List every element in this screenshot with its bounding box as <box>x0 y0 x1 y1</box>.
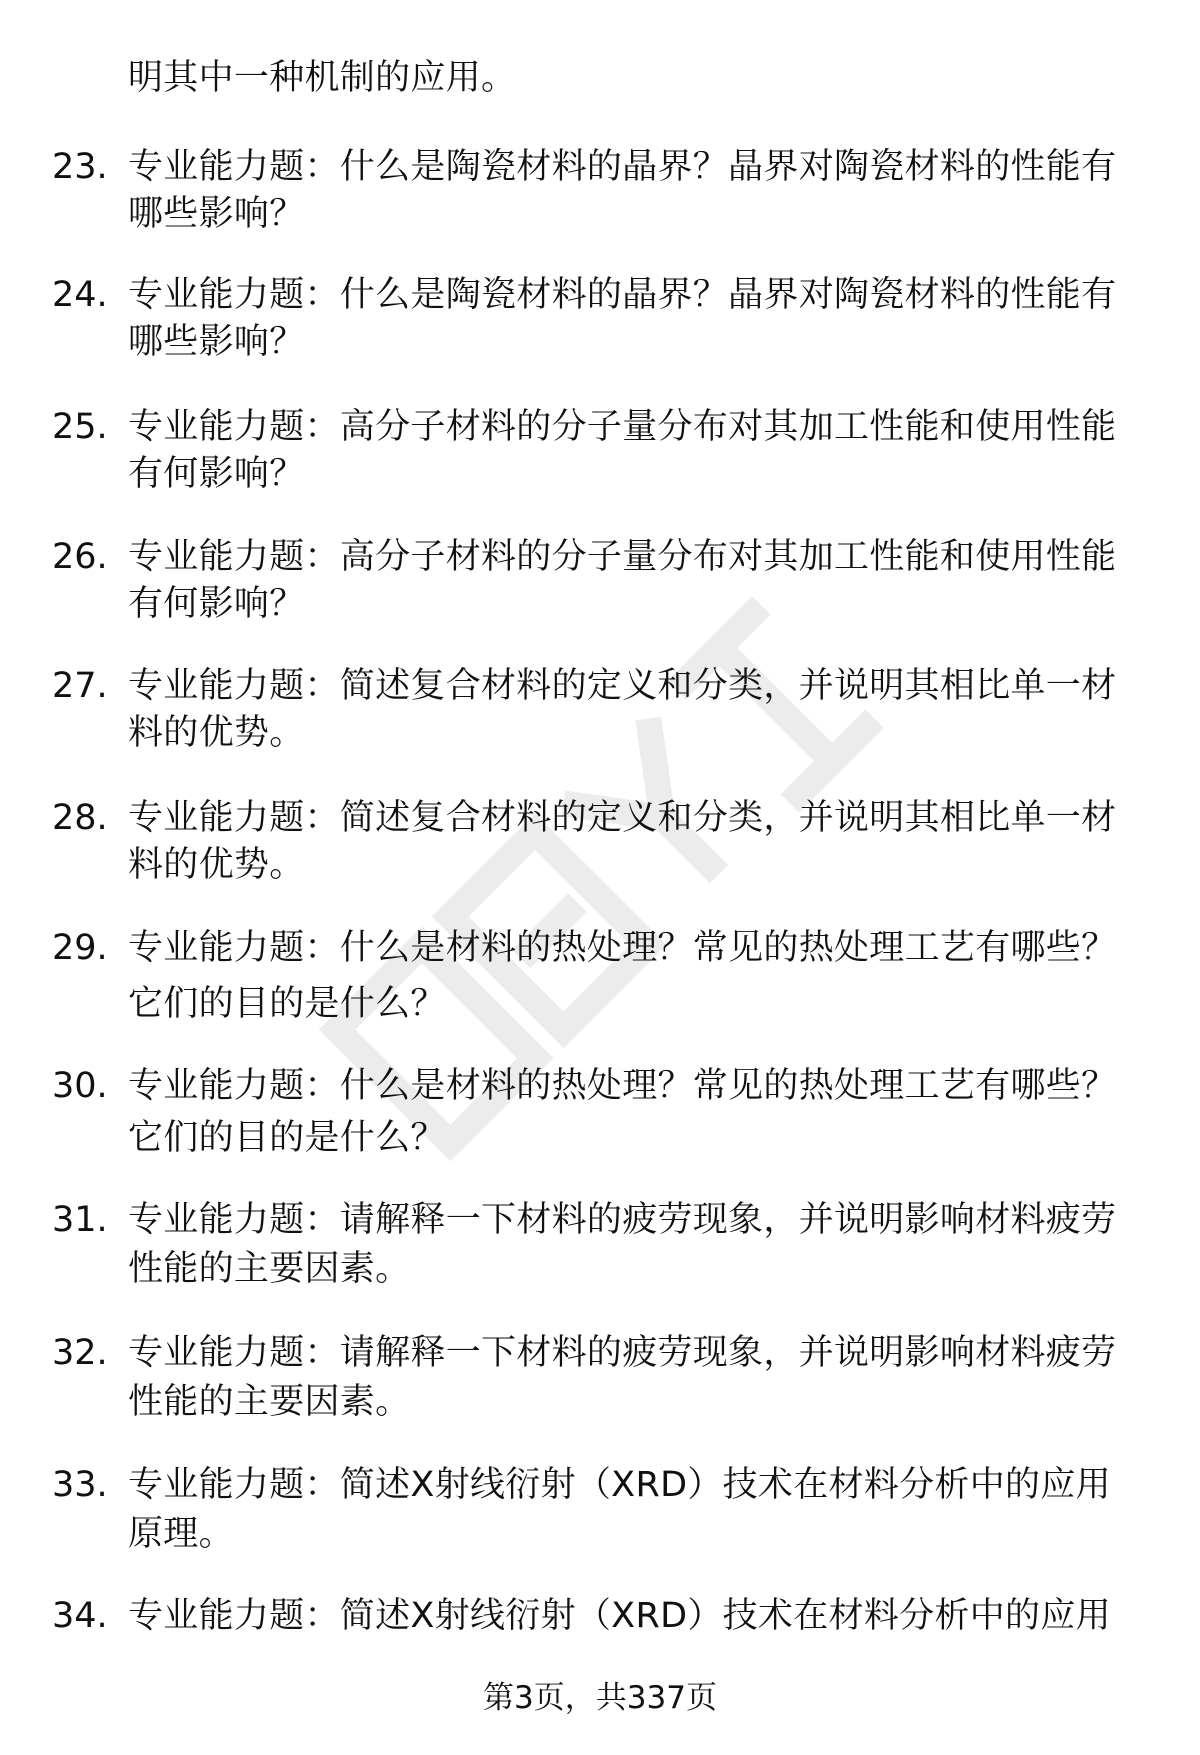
question-text-line: 料的优势。 <box>128 845 305 885</box>
question-number: 26. <box>52 537 108 577</box>
question-number: 24. <box>52 275 108 315</box>
question-number: 31. <box>52 1200 108 1240</box>
question-text-line: 哪些影响？ <box>128 322 305 362</box>
continuation-line: 明其中一种机制的应用。 <box>128 58 517 98</box>
question-text-line: 专业能力题：请解释一下材料的疲劳现象，并说明影响材料疲劳 <box>128 1200 1117 1240</box>
question-number: 29. <box>52 928 108 968</box>
question-text-line: 性能的主要因素。 <box>128 1382 411 1422</box>
question-text-line: 料的优势。 <box>128 713 305 753</box>
question-text-line: 专业能力题：什么是材料的热处理？常见的热处理工艺有哪些？ <box>128 928 1117 968</box>
question-number: 27. <box>52 666 108 706</box>
page-footer: 第3页，共337页 <box>483 1680 717 1716</box>
question-text-line: 它们的目的是什么？ <box>128 1118 446 1158</box>
question-text-line: 专业能力题：高分子材料的分子量分布对其加工性能和使用性能 <box>128 537 1117 577</box>
question-text-line: 有何影响？ <box>128 584 305 624</box>
question-text-line: 专业能力题：高分子材料的分子量分布对其加工性能和使用性能 <box>128 407 1117 447</box>
question-text-line: 专业能力题：什么是陶瓷材料的晶界？晶界对陶瓷材料的性能有 <box>128 147 1117 187</box>
question-number: 32. <box>52 1333 108 1373</box>
question-number: 33. <box>52 1465 108 1505</box>
question-number: 30. <box>52 1066 108 1106</box>
question-text-line: 专业能力题：什么是材料的热处理？常见的热处理工艺有哪些？ <box>128 1066 1117 1106</box>
question-text-line: 有何影响？ <box>128 454 305 494</box>
question-text-line: 专业能力题：简述复合材料的定义和分类，并说明其相比单一材 <box>128 798 1117 838</box>
question-number: 25. <box>52 407 108 447</box>
question-text-line: 专业能力题：简述复合材料的定义和分类，并说明其相比单一材 <box>128 666 1117 706</box>
question-text-line: 专业能力题：简述X射线衍射（XRD）技术在材料分析中的应用 <box>128 1465 1111 1505</box>
question-number: 23. <box>52 147 108 187</box>
question-text-line: 专业能力题：什么是陶瓷材料的晶界？晶界对陶瓷材料的性能有 <box>128 275 1117 315</box>
question-number: 34. <box>52 1596 108 1636</box>
question-text-line: 原理。 <box>128 1514 234 1554</box>
question-text-line: 性能的主要因素。 <box>128 1249 411 1289</box>
question-text-line: 哪些影响？ <box>128 194 305 234</box>
question-text-line: 它们的目的是什么？ <box>128 984 446 1024</box>
question-text-line: 专业能力题：请解释一下材料的疲劳现象，并说明影响材料疲劳 <box>128 1333 1117 1373</box>
question-text-line: 专业能力题：简述X射线衍射（XRD）技术在材料分析中的应用 <box>128 1596 1111 1636</box>
question-number: 28. <box>52 798 108 838</box>
